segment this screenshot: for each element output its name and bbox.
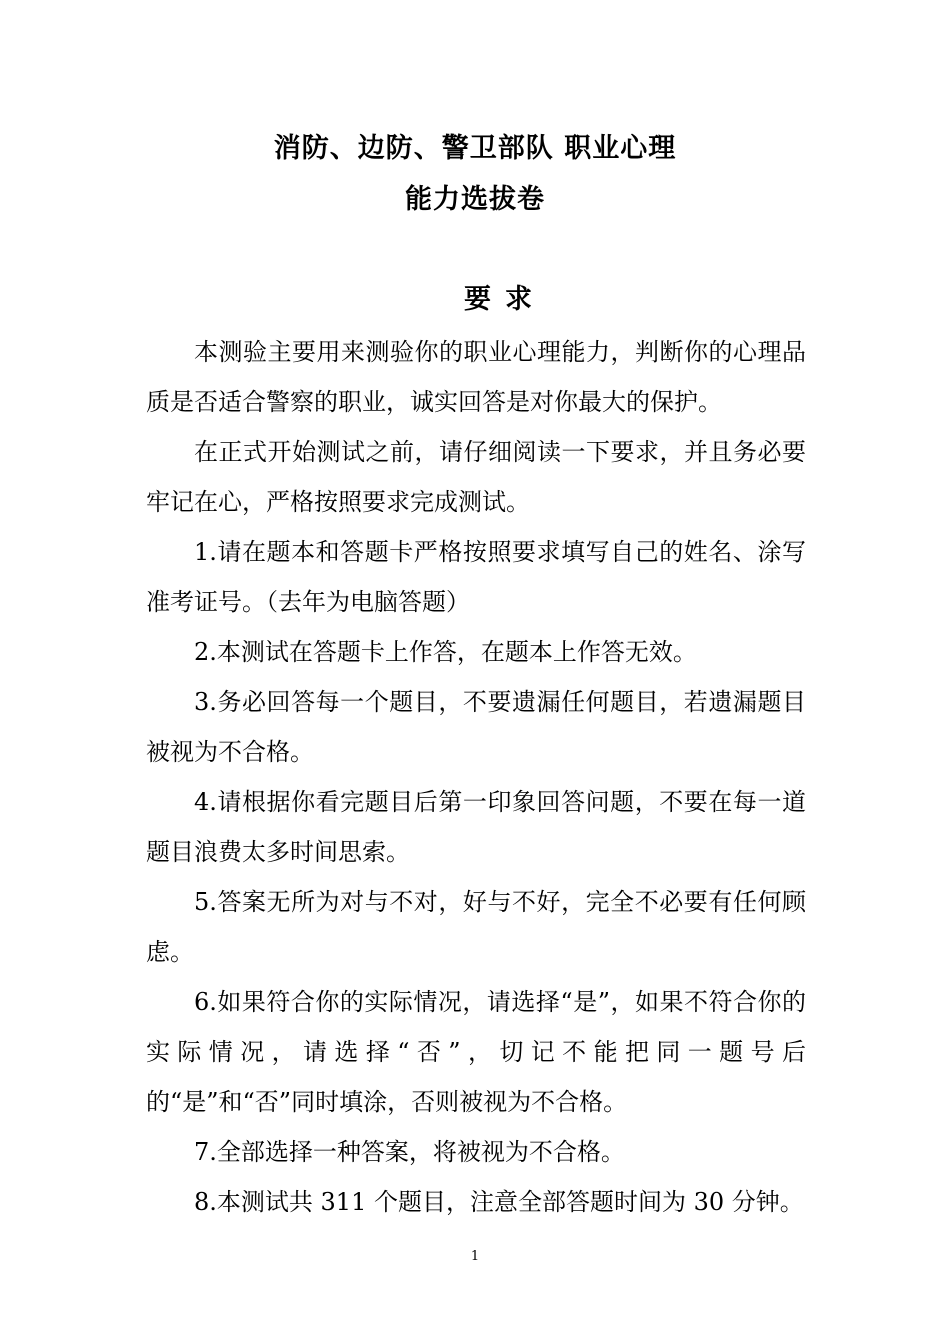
document-body	[146, 327, 806, 1227]
requirement-item-5: 5.答案无所为对与不对，好与不好，完全不必要有任何顾虑。	[146, 888, 806, 966]
requirement-item-3: 3.务必回答每一个题目，不要遗漏任何题目，若遗漏题目被视为不合格。	[146, 688, 806, 766]
requirements-heading: 要求	[464, 284, 546, 315]
requirement-item-1: 1.请在题本和答题卡严格按照要求填写自己的姓名、涂写准考证号。（去年为电脑答题）	[146, 538, 806, 616]
page-number: 1	[470, 1249, 480, 1264]
requirement-item-7: 7.全部选择一种答案，将被视为不合格。	[194, 1138, 625, 1166]
intro-paragraph: 本测验主要用来测验你的职业心理能力，判断你的心理品质是否适合警察的职业，诚实回答是对你最大的保护。	[146, 338, 806, 416]
document-title-line-1: 消防、边防、警卫部队 职业心理	[273, 133, 677, 164]
requirement-item-6: 6.如果符合你的实际情况，请选择“是”，如果不符合你的实际情况，请选择“否”，切记不能把同一题号后的“是”和“否”同时填涂，否则被视为不合格。	[146, 988, 806, 1116]
requirement-item-4: 4.请根据你看完题目后第一印象回答问题，不要在每一道题目浪费太多时间思索。	[146, 788, 806, 866]
requirement-item-8: 8.本测试共 311 个题目，注意全部答题时间为 30 分钟。	[194, 1188, 804, 1216]
document-title-line-2: 能力选拔卷	[405, 184, 545, 215]
requirement-item-2: 2.本测试在答题卡上作答，在题本上作答无效。	[194, 638, 697, 666]
intro-paragraph: 在正式开始测试之前，请仔细阅读一下要求，并且务必要牢记在心，严格按照要求完成测试。	[146, 438, 806, 516]
